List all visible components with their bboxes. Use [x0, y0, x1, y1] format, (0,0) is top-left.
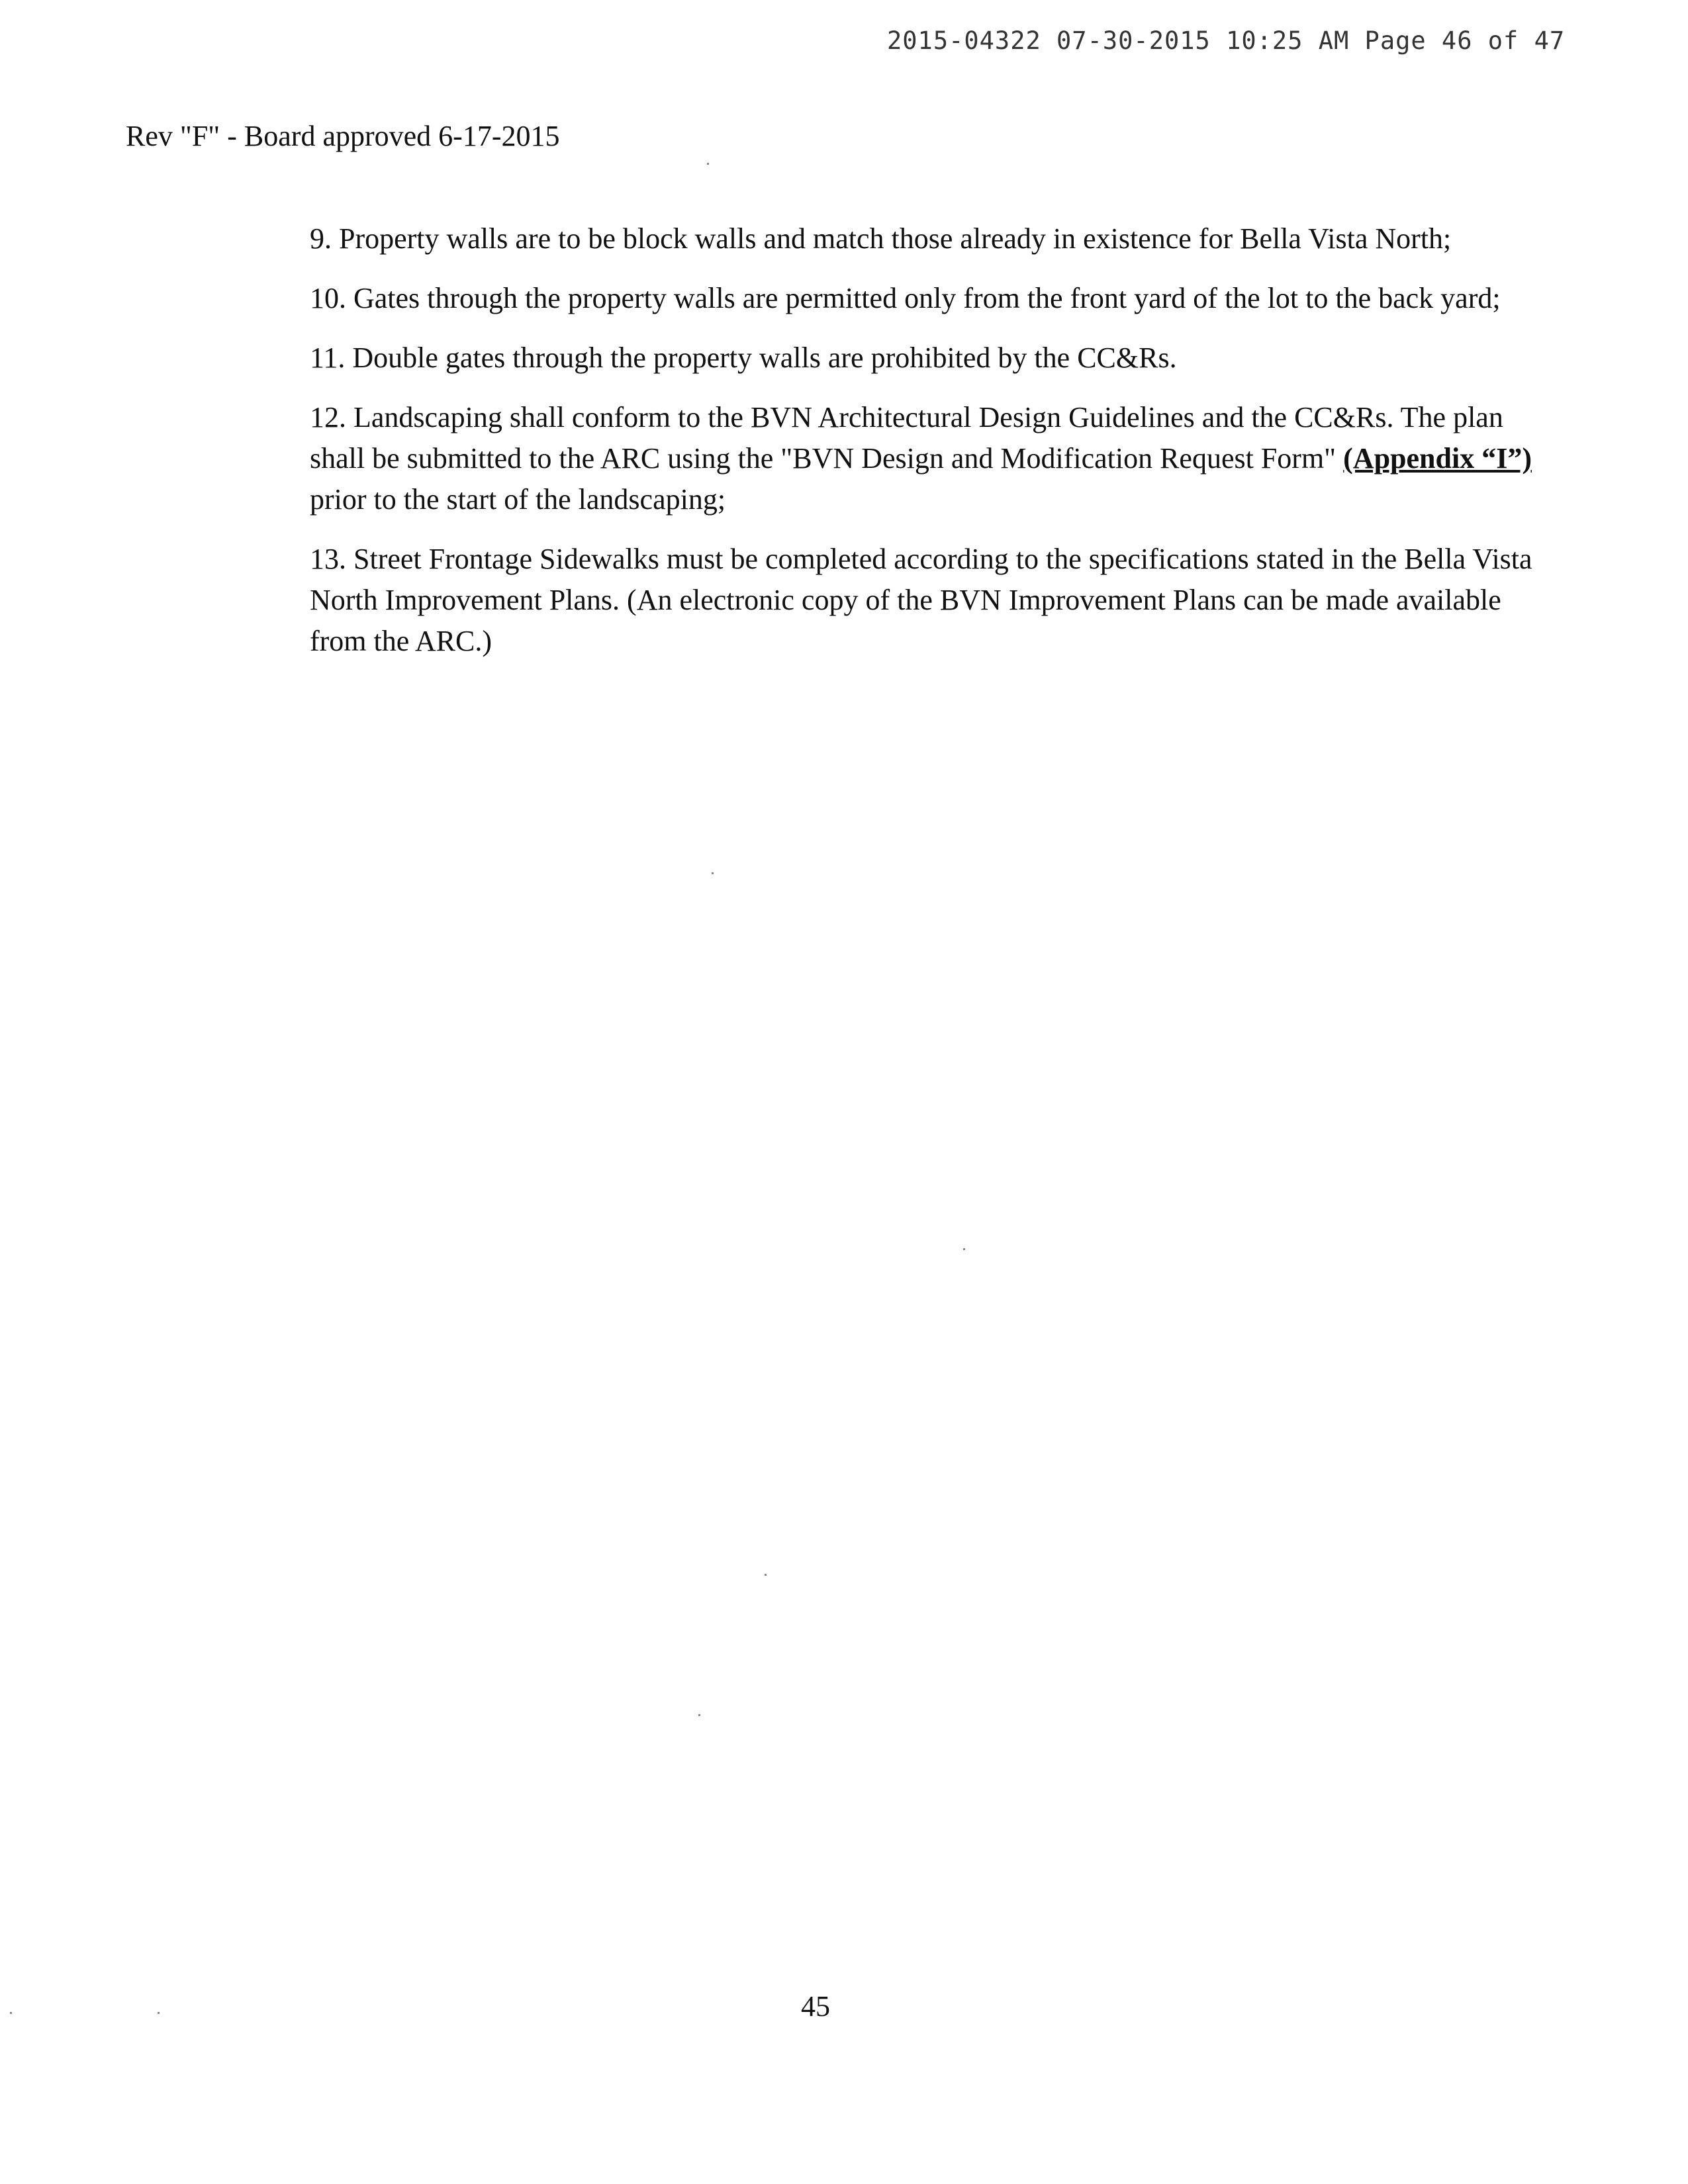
list-item-10: 10. Gates through the property walls are permitted only from the front yard of the lot to the back yard;: [310, 282, 1501, 314]
list-item-11: 11. Double gates through the property walls are prohibited by the CC&Rs.: [310, 341, 1177, 374]
scan-speck: [10, 2012, 12, 2014]
revision-header: Rev "F" - Board approved 6-17-2015: [126, 120, 560, 152]
list-item-13: 13. Street Frontage Sidewalks must be completed according to the specifications stated in the Bella Vista North Improvement Plans. (An electronic copy of the BVN Improvement Plans can be made available from the ARC.): [310, 543, 1532, 657]
list-item-12: [310, 397, 1554, 520]
page-number: 45: [801, 1990, 830, 2023]
scan-speck: [158, 2012, 160, 2014]
requirements-list: [310, 218, 1554, 680]
scan-speck: [963, 1248, 965, 1250]
scan-speck: [765, 1574, 767, 1576]
list-item-9: 9. Property walls are to be block walls and match those already in existence for Bella Vista North;: [310, 222, 1452, 255]
appendix-i-reference: (Appendix “I”): [1343, 442, 1532, 475]
scan-speck: [698, 1714, 700, 1716]
list-item-12-text-before: 12. Landscaping shall conform to the BVN Architectural Design Guidelines and the CC&Rs. The plan shall be submitted to the ARC using the "BVN Design and Modification Request Form": [310, 401, 1503, 475]
scan-speck: [707, 163, 709, 165]
list-item-12-text-after: prior to the start of the landscaping;: [310, 483, 726, 516]
fax-header-stamp: 2015-04322 07-30-2015 10:25 AM Page 46 of 47: [887, 26, 1566, 55]
scan-speck: [712, 872, 714, 874]
